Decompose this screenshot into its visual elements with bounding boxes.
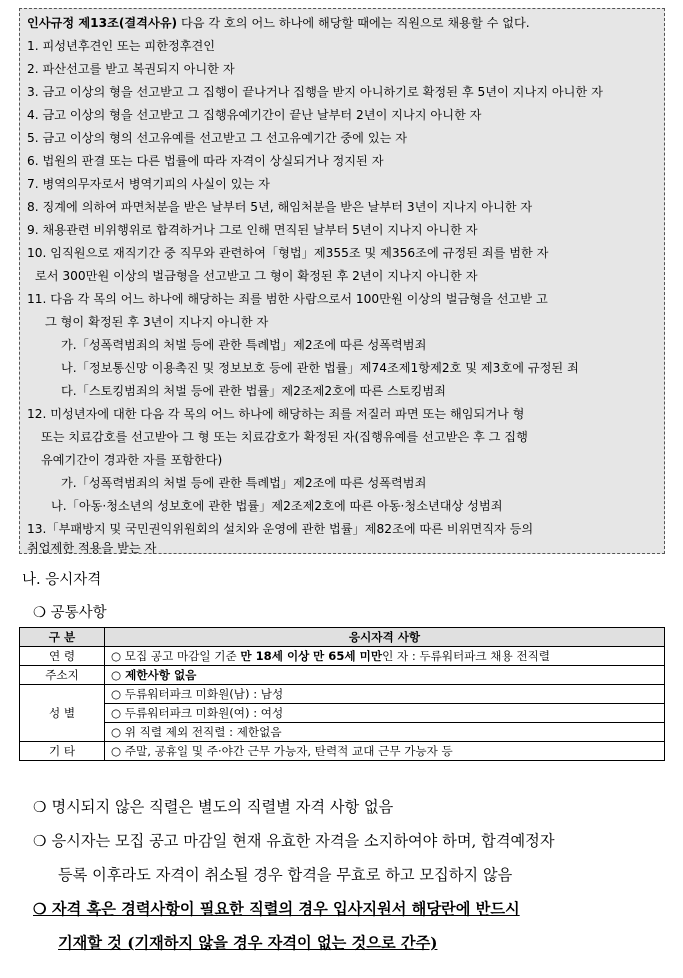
regulation-line-12-cont-2: 유예기간이 경과한 자를 포함한다) [41,453,223,467]
regulation-line-12-na: 나.「아동·청소년의 성보호에 관한 법률」제2조제2호에 따른 아동·청소년대상 성범죄 [51,499,503,513]
section-title: 나. 응시자격 [22,572,102,588]
regulation-line-1: 1. 피성년후견인 또는 피한정후견인 [27,39,216,53]
regulation-line-3: 3. 금고 이상의 형을 선고받고 그 집행이 끝나거나 집행을 받지 아니하기로 확정된 후 5년이 지나지 아니한 자 [27,85,603,99]
etc-label: 기 타 [20,742,105,761]
regulation-line-12-ga: 가.「성폭력범죄의 처벌 등에 관한 특례법」제2조에 따른 성폭력범죄 [61,476,427,490]
table-row-address [20,666,665,685]
regulation-line-11-cont: 그 형이 확정된 후 3년이 지나지 아니한 자 [45,315,269,329]
table-row-age [20,647,665,666]
regulation-line-11-da: 다.「스토킹범죄의 처벌 등에 관한 법률」제2조제2호에 따른 스토킹범죄 [61,384,446,398]
header-qualification: 응시자격 사항 [105,628,665,647]
age-label: 연 령 [20,647,105,666]
note-required-entry-cont: 기재할 것 (기재하지 않을 경우 자격이 없는 것으로 간주) [58,934,438,952]
regulation-line-2: 2. 파산선고를 받고 복권되지 아니한 자 [27,62,235,76]
regulation-line-9: 9. 채용관련 비위행위로 합격하거나 그로 인해 면직된 날부터 5년이 지나지 아니한 자 [27,223,478,237]
age-value: ○ 모집 공고 마감일 기준 만 18세 이상 만 65세 미만인 자 : 두류워터파크 채용 전직렬 [105,647,665,666]
regulation-line-11-na: 나.「정보통신망 이용촉진 및 정보보호 등에 관한 법률」제74조제1항제2호 및 제3호에 규정된 죄 [61,361,579,375]
note-required-entry: ❍ 자격 혹은 경력사항이 필요한 직렬의 경우 입사지원서 해당란에 반드시 [33,900,520,918]
regulation-line-13: 13.「부패방지 및 국민권익위원회의 설치와 운영에 관한 법률」제82조에 따른 비위면직자 등의 [27,522,534,536]
regulation-title: 인사규정 제13조(결격사유) 다음 각 호의 어느 하나에 해당할 때에는 직원으로 채용할 수 없다. [27,16,530,30]
note-validity-cont: 등록 이후라도 자격이 취소될 경우 합격을 무효로 하고 모집하지 않음 [58,866,513,884]
regulation-line-11-ga: 가.「성폭력범죄의 처벌 등에 관한 특례법」제2조에 따른 성폭력범죄 [61,338,427,352]
qualification-table [19,627,665,761]
gender-label: 성 별 [20,685,105,742]
regulation-line-8: 8. 징계에 의하여 파면처분을 받은 날부터 5년, 해임처분을 받은 날부터 3년이 지나지 아니한 자 [27,200,533,214]
gender-value-female: ○ 두류워터파크 미화원(여) : 여성 [105,704,665,723]
regulation-line-5: 5. 금고 이상의 형의 선고유예를 선고받고 그 선고유예기간 중에 있는 자 [27,131,408,145]
subsection-title: ❍ 공통사항 [33,605,107,621]
table-row-gender-1 [20,685,665,704]
regulation-line-12: 12. 미성년자에 대한 다음 각 목의 어느 하나에 해당하는 죄를 저질러 파면 또는 해임되거나 형 [27,407,525,421]
regulation-line-10: 10. 임직원으로 재직기간 중 직무와 관련하여「형법」제355조 및 제356조에 규정된 죄를 범한 자 [27,246,549,260]
regulation-line-13-cont: 취업제한 적용을 받는 자 [27,541,157,555]
gender-value-other: ○ 위 직렬 제외 전직렬 : 제한없음 [105,723,665,742]
address-label: 주소지 [20,666,105,685]
regulation-line-11: 11. 다음 각 목의 어느 하나에 해당하는 죄를 범한 사람으로서 100만원 이상의 벌금형을 선고받 고 [27,292,548,306]
regulation-line-12-cont-1: 또는 치료감호를 선고받아 그 형 또는 치료감호가 확정된 자(집행유예를 선고받은 후 그 집행 [41,430,528,444]
note-unspecified: ❍ 명시되지 않은 직렬은 별도의 직렬별 자격 사항 없음 [33,798,394,816]
etc-value: ○ 주말, 공휴일 및 주·야간 근무 가능자, 탄력적 교대 근무 가능자 등 [105,742,665,761]
table-row-gender-2 [20,704,665,723]
table-row-etc [20,742,665,761]
regulation-line-6: 6. 법원의 판결 또는 다른 법률에 따라 자격이 상실되거나 정지된 자 [27,154,384,168]
address-value: ○ 제한사항 없음 [105,666,665,685]
regulation-line-10-cont: 로서 300만원 이상의 벌금형을 선고받고 그 형이 확정된 후 2년이 지나지 아니한 자 [35,269,478,283]
regulation-line-7: 7. 병역의무자로서 병역기피의 사실이 있는 자 [27,177,270,191]
note-validity: ❍ 응시자는 모집 공고 마감일 현재 유효한 자격을 소지하여야 하며, 합격예정자 [33,832,555,850]
gender-value-male: ○ 두류워터파크 미화원(남) : 남성 [105,685,665,704]
header-category: 구 분 [20,628,105,647]
table-header-row [20,628,665,647]
regulation-line-4: 4. 금고 이상의 형을 선고받고 그 집행유예기간이 끝난 날부터 2년이 지나지 아니한 자 [27,108,482,122]
table-row-gender-3 [20,723,665,742]
